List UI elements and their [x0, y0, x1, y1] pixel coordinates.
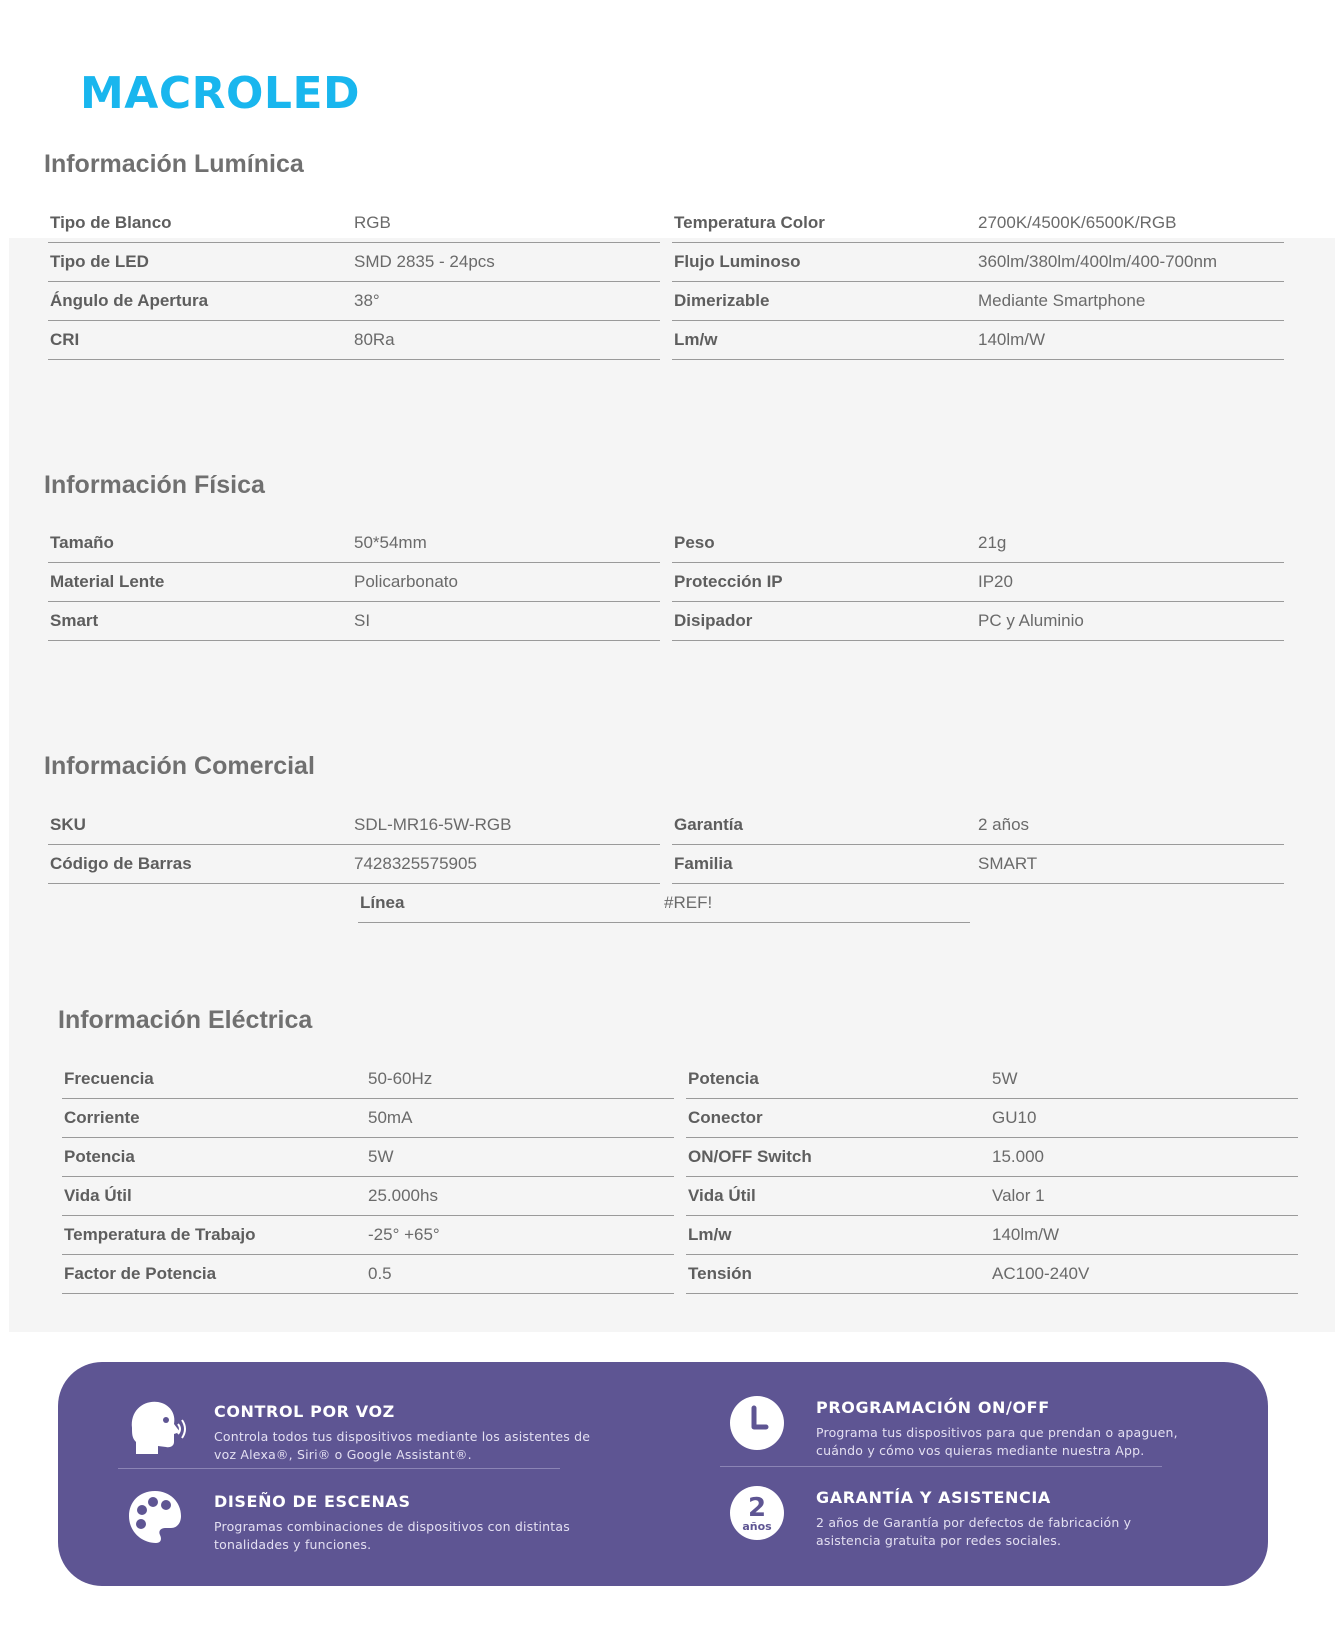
- spec-value: AC100-240V: [992, 1264, 1090, 1283]
- spec-value: 38°: [354, 291, 380, 310]
- section-title-electrica: Información Eléctrica: [58, 1006, 313, 1034]
- spec-value: RGB: [354, 213, 391, 232]
- spec-value: 25.000hs: [368, 1186, 438, 1205]
- spec-row: [672, 806, 1284, 845]
- spec-value: 15.000: [992, 1147, 1044, 1166]
- feature-description: Programas combinaciones de dispositivos con distintas tonalidades y funciones.: [214, 1519, 570, 1552]
- spec-key: Garantía: [674, 815, 743, 834]
- brand-logo: MACROLED: [80, 68, 361, 119]
- spec-value: 140lm/W: [992, 1225, 1060, 1244]
- spec-value: 50mA: [368, 1108, 413, 1127]
- spec-row: [48, 845, 660, 884]
- spec-value: Mediante Smartphone: [978, 291, 1146, 310]
- spec-value: 80Ra: [354, 330, 395, 349]
- feature-title: CONTROL POR VOZ: [214, 1402, 395, 1421]
- spec-key: Smart: [50, 611, 99, 630]
- spec-row: [62, 1216, 674, 1255]
- spec-key: Disipador: [674, 611, 753, 630]
- spec-column-center: [358, 884, 970, 923]
- spec-key: Familia: [674, 854, 733, 873]
- spec-value: 50*54mm: [354, 533, 427, 552]
- spec-row: [686, 1216, 1298, 1255]
- spec-key: Frecuencia: [64, 1069, 154, 1088]
- spec-row: [358, 884, 970, 923]
- spec-row: [48, 282, 660, 321]
- spec-row: [48, 204, 660, 243]
- spec-row: [686, 1060, 1298, 1099]
- spec-value: #REF!: [664, 893, 713, 912]
- spec-value: Valor 1: [992, 1186, 1045, 1205]
- warranty-badge-icon: [728, 1484, 786, 1542]
- spec-key: Material Lente: [50, 572, 165, 591]
- spec-column-right: [686, 1060, 1298, 1294]
- palette-icon: [126, 1488, 184, 1546]
- spec-key: Potencia: [64, 1147, 135, 1166]
- spec-key: Dimerizable: [674, 291, 770, 310]
- spec-column-right: [672, 806, 1284, 884]
- spec-key: Factor de Potencia: [64, 1264, 217, 1283]
- spec-key: Ángulo de Apertura: [50, 291, 209, 310]
- spec-value: 50-60Hz: [368, 1069, 433, 1088]
- clock-icon: [728, 1394, 786, 1452]
- spec-key: Corriente: [64, 1108, 140, 1127]
- spec-row: [672, 563, 1284, 602]
- spec-key: Tipo de Blanco: [50, 213, 172, 232]
- spec-value: 5W: [368, 1147, 394, 1166]
- spec-key: Vida Útil: [688, 1186, 756, 1205]
- spec-key: Potencia: [688, 1069, 759, 1088]
- spec-column-left: [48, 204, 660, 360]
- spec-column-right: [672, 204, 1284, 360]
- spec-key: Temperatura de Trabajo: [64, 1225, 256, 1244]
- spec-value: 2700K/4500K/6500K/RGB: [978, 213, 1177, 232]
- voice-head-icon: [126, 1398, 184, 1456]
- spec-value: 7428325575905: [354, 854, 477, 873]
- spec-value: PC y Aluminio: [978, 611, 1084, 630]
- spec-value: GU10: [992, 1108, 1037, 1127]
- spec-value: 2 años: [978, 815, 1030, 834]
- spec-value: -25° +65°: [368, 1225, 440, 1244]
- spec-column-left: [48, 806, 660, 884]
- spec-value: 140lm/W: [978, 330, 1046, 349]
- warranty-badge-number: 2: [747, 1493, 767, 1523]
- spec-key: Flujo Luminoso: [674, 252, 801, 271]
- feature-description: Programa tus dispositivos para que prendan o apaguen, cuándo y cómo vos quieras mediante nuestra App.: [816, 1425, 1178, 1458]
- spec-row: [686, 1177, 1298, 1216]
- spec-row: [48, 243, 660, 282]
- spec-row: [48, 321, 660, 360]
- spec-key: ON/OFF Switch: [688, 1147, 812, 1166]
- feature-title: PROGRAMACIÓN ON/OFF: [816, 1398, 1050, 1417]
- spec-key: Tipo de LED: [50, 252, 149, 271]
- spec-row: [48, 563, 660, 602]
- features-banner: [58, 1362, 1268, 1586]
- spec-value: SMD 2835 - 24pcs: [354, 252, 495, 271]
- spec-column-right: [672, 524, 1284, 641]
- section-title-comercial: Información Comercial: [44, 752, 315, 780]
- spec-row: [686, 1138, 1298, 1177]
- spec-value: SMART: [978, 854, 1038, 873]
- spec-row: [686, 1099, 1298, 1138]
- feature-description: 2 años de Garantía por defectos de fabricación y asistencia gratuita por redes sociales.: [816, 1515, 1132, 1548]
- spec-row: [48, 806, 660, 845]
- feature-title: GARANTÍA Y ASISTENCIA: [816, 1488, 1051, 1507]
- spec-row: [686, 1255, 1298, 1294]
- spec-value: 21g: [978, 533, 1007, 552]
- spec-value: 360lm/380lm/400lm/400-700nm: [978, 252, 1218, 271]
- spec-key: Lm/w: [674, 330, 718, 349]
- spec-key: Lm/w: [688, 1225, 732, 1244]
- spec-value: SI: [354, 611, 371, 630]
- spec-key: Conector: [688, 1108, 763, 1127]
- spec-row: [62, 1255, 674, 1294]
- spec-row: [672, 282, 1284, 321]
- feature-title: DISEÑO DE ESCENAS: [214, 1492, 411, 1511]
- spec-row: [672, 602, 1284, 641]
- section-title-fisica: Información Física: [44, 471, 265, 499]
- spec-key: Protección IP: [674, 572, 783, 591]
- section-title-luminica: Información Lumínica: [44, 150, 304, 178]
- spec-row: [48, 524, 660, 563]
- spec-value: 5W: [992, 1069, 1018, 1088]
- spec-value: SDL-MR16-5W-RGB: [354, 815, 512, 834]
- spec-row: [672, 204, 1284, 243]
- spec-value: 0.5: [368, 1264, 392, 1283]
- spec-value: Policarbonato: [354, 572, 458, 591]
- spec-key: Vida Útil: [64, 1186, 132, 1205]
- divider: [118, 1468, 560, 1469]
- spec-value: IP20: [978, 572, 1013, 591]
- spec-row: [48, 602, 660, 641]
- spec-column-left: [48, 524, 660, 641]
- spec-row: [62, 1099, 674, 1138]
- spec-key: CRI: [50, 330, 80, 349]
- feature-description: Controla todos tus dispositivos mediante los asistentes de voz Alexa®, Siri® o Google Assistant®.: [214, 1429, 591, 1462]
- spec-key: Línea: [360, 893, 405, 912]
- spec-row: [62, 1060, 674, 1099]
- spec-row: [62, 1177, 674, 1216]
- spec-key: Peso: [674, 533, 715, 552]
- spec-row: [672, 845, 1284, 884]
- spec-key: Tamaño: [50, 533, 114, 552]
- spec-key: Temperatura Color: [674, 213, 825, 232]
- spec-row: [672, 243, 1284, 282]
- spec-row: [62, 1138, 674, 1177]
- spec-key: SKU: [50, 815, 86, 834]
- spec-column-left: [62, 1060, 674, 1294]
- spec-key: Código de Barras: [50, 854, 192, 873]
- spec-row: [672, 321, 1284, 360]
- divider: [720, 1466, 1162, 1467]
- warranty-badge-label: años: [742, 1520, 772, 1533]
- spec-key: Tensión: [688, 1264, 752, 1283]
- spec-row: [672, 524, 1284, 563]
